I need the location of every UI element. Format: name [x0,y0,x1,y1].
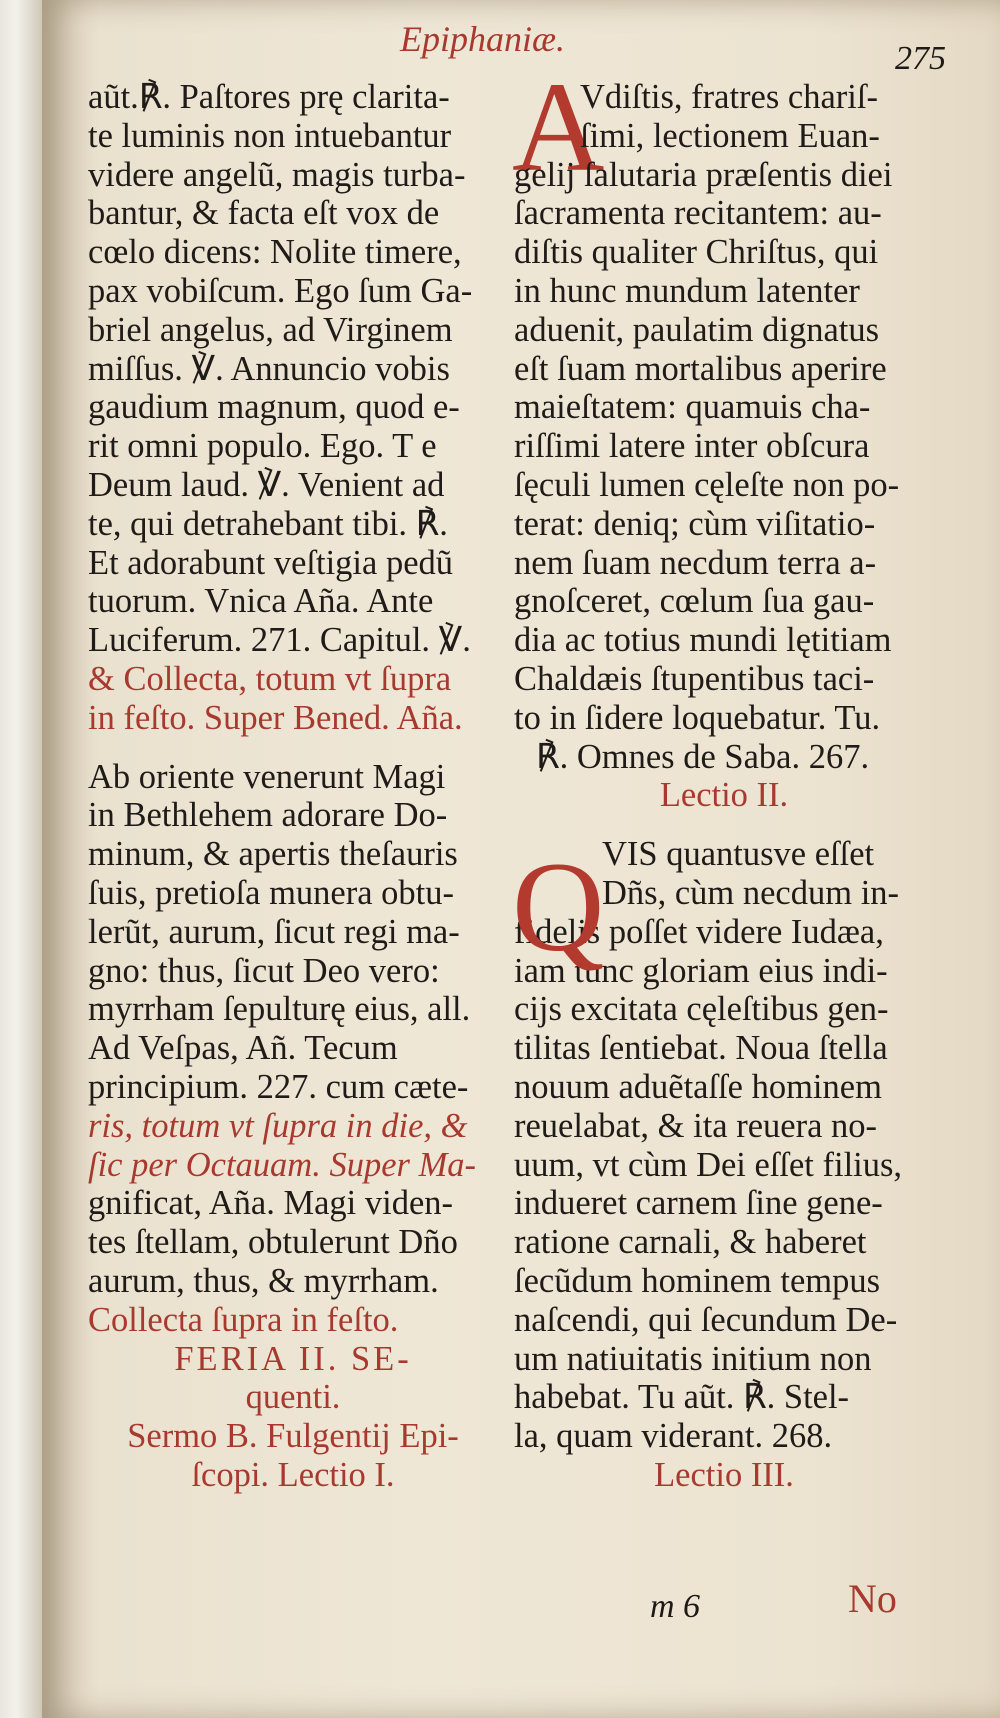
antiphon-line: aurum, thus, & myrrham. [88,1261,439,1300]
antiphon-line: gnificat, Aña. Magi viden- [88,1184,454,1223]
text-line: uum, vt cùm Dei eſſet filius, [514,1145,903,1184]
text-line: Vdiſtis, fratres chariſ- [580,78,878,116]
antiphon-line: lerũt, aurum, ſicut regi ma- [88,912,460,951]
text-line: gaudium magnum, quod e- [88,388,460,427]
text-line: indueret carnem ſine gene- [514,1184,883,1223]
text-line: maieſtatem: quamuis cha- [514,388,871,427]
lectio-heading: Lectio III. [654,1455,794,1494]
text-line: aũt.℟. Paſtores prę clarita- [88,78,450,116]
text-line: ratione carnali, & haberet [514,1223,867,1262]
text-line: terat: deniq; cùm viſitatio- [514,504,876,543]
text-line: tilitas ſentiebat. Noua ſtella [514,1029,888,1068]
text-line: Dñs, cùm necdum in- [602,873,900,912]
text-line: Deum laud. ℣. Venient ad [88,465,445,504]
text-line: videre angelũ, magis turba- [88,155,466,194]
signature-mark: m 6 [650,1588,701,1625]
text-line: riſſimi latere inter obſcura [514,427,870,466]
text-line: Et adorabunt veſtigia pedũ [88,543,454,582]
text-line: VIS quantusve eſſet [602,835,875,874]
right-column [514,78,934,1495]
left-column [88,78,498,1495]
text-line: fidelis poſſet videre Iudæa, [514,912,884,951]
text-line: te, qui detrahebant tibi. ℟. [88,504,448,543]
text-line: te luminis non intuebantur [88,116,452,155]
text-line: ſimi, lectionem Euan- [580,116,880,155]
text-line: la, quam viderant. 268. [514,1417,833,1456]
sermon-heading: Sermo B. Fulgentij Epi- [127,1417,459,1456]
text-line: gnoſceret, cœlum ſua gau- [514,582,875,621]
feria-heading: FERIA II. SE- [174,1339,412,1378]
text-line: Chaldæis ſtupentibus taci- [514,659,875,698]
running-title: Epiphaniæ. [400,19,566,59]
text-line: in hunc mundum latenter [514,271,860,310]
lectio-heading: Lectio II. [659,776,789,815]
text-line: gelij ſalutaria præſentis diei [514,155,893,194]
rubric-line: in feſto. Super Bened. Aña. [88,698,463,737]
drop-cap-a: A [512,56,605,198]
page-number: 275 [895,40,946,77]
antiphon-line: myrrham ſepulturę eius, all. [88,990,471,1029]
text-line: rit omni populo. Ego. T e [88,427,437,466]
text-line: reuelabat, & ita reuera no- [514,1106,878,1145]
text-line: Luciferum. 271. Capitul. ℣. [88,621,471,660]
text-line: tuorum. Vnica Aña. Ante [88,582,434,621]
text-line: ſacramenta recitantem: au- [514,194,882,233]
text-line: aduenit, paulatim dignatus [514,310,880,349]
antiphon-line: in Bethlehem adorare Do- [88,796,448,835]
text-line: ſecũdum hominem tempus [514,1261,881,1300]
rubric-line: ſic per Octauam. Super Ma- [88,1145,477,1184]
antiphon-line: principium. 227. cum cæte- [88,1067,469,1106]
text-line: ℟. Omnes de Saba. 267. [536,737,870,776]
text-line: diſtis qualiter Chriſtus, qui [514,233,879,272]
text-line: ſęculi lumen cęleſte non po- [514,465,900,504]
antiphon-line: gno: thus, ſicut Deo vero: [88,951,440,990]
text-line: eſt ſuam mortalibus aperire [514,349,887,388]
spacer [514,815,934,835]
text-line: bantur, & facta eſt vox de [88,194,440,233]
antiphon-line: tes ſtellam, obtulerunt Dño [88,1223,458,1262]
text-line: naſcendi, qui ſecundum De- [514,1300,898,1339]
text-line: pax vobiſcum. Ego ſum Ga- [88,271,473,310]
antiphon-line: Ad Veſpas, Añ. Tecum [88,1029,398,1068]
text-line: cœlo dicens: Nolite timere, [88,233,462,272]
text-line: habebat. Tu aũt. ℟. Stel- [514,1378,850,1417]
antiphon-line: Ab oriente venerunt Magi [88,757,446,796]
spacer [88,738,498,758]
catchword: No [848,1576,897,1621]
drop-cap-q: Q [512,836,605,978]
text-line: cijs excitata cęleſtibus gen- [514,990,889,1029]
antiphon-line: minum, & apertis theſauris [88,835,458,874]
text-line: nouum aduẽtaſſe hominem [514,1067,882,1106]
sermon-heading: ſcopi. Lectio I. [191,1455,395,1494]
text-line: um natiuitatis initium non [514,1339,872,1378]
feria-heading: quenti. [245,1378,341,1417]
rubric-line: Collecta ſupra in feſto. [88,1300,399,1339]
antiphon-line: ſuis, pretioſa munera obtu- [88,873,454,912]
text-line: dia ac totius mundi lętitiam [514,621,892,660]
page-edge [0,0,42,1718]
text-line: briel angelus, ad Virginem [88,310,453,349]
text-line: miſſus. ℣. Annuncio vobis [88,349,450,388]
rubric-line: & Collecta, totum vt ſupra [88,659,452,698]
text-line: to in ſidere loquebatur. Tu. [514,698,881,737]
text-line: nem ſuam necdum terra a- [514,543,877,582]
text-line: iam tunc gloriam eius indi- [514,951,888,990]
rubric-line: ris, totum vt ſupra in die, & [88,1106,468,1145]
